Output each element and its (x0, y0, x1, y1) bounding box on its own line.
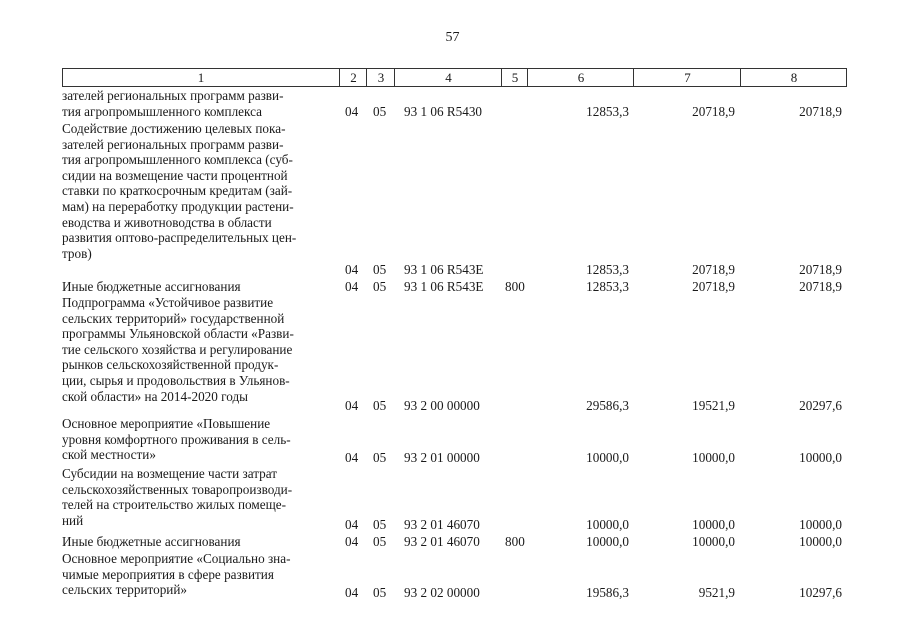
row-section: 04 (345, 585, 359, 600)
row-amount-6: 12853,3 (586, 262, 629, 277)
row-description: Основное мероприятие «Повышение уровня комфортного проживания в сель- ской местности» (62, 416, 291, 463)
row-subsection: 05 (373, 262, 387, 277)
row-target-code: 93 2 01 46070 (404, 517, 480, 532)
row-subsection: 05 (373, 104, 387, 119)
row-section: 04 (345, 279, 359, 294)
row-section: 04 (345, 262, 359, 277)
row-amount-8: 10000,0 (799, 534, 842, 549)
header-col-2: 2 (339, 69, 367, 86)
row-description: зателей региональных программ разви- тия агропромышленного комплекса (62, 88, 284, 119)
row-amount-7: 20718,9 (692, 279, 735, 294)
row-description: Иные бюджетные ассигнования (62, 534, 241, 549)
row-section: 04 (345, 534, 359, 549)
row-amount-8: 20297,6 (799, 398, 842, 413)
row-subsection: 05 (373, 450, 387, 465)
row-subsection: 05 (373, 517, 387, 532)
row-amount-6: 29586,3 (586, 398, 629, 413)
row-amount-7: 10000,0 (692, 517, 735, 532)
row-subsection: 05 (373, 398, 387, 413)
header-col-1: 1 (197, 70, 205, 85)
header-col-6: 6 (527, 69, 634, 86)
header-col-4: 4 (394, 69, 502, 86)
header-col-3: 3 (366, 69, 395, 86)
row-amount-6: 10000,0 (586, 517, 629, 532)
row-target-code: 93 1 06 R543E (404, 279, 484, 294)
table-header (62, 68, 847, 87)
row-subsection: 05 (373, 279, 387, 294)
row-description: Основное мероприятие «Социально зна- чимые мероприятия в сфере развития сельских территорий» (62, 551, 291, 598)
header-col-5: 5 (501, 69, 528, 86)
row-description: Субсидии на возмещение части затрат сельскохозяйственных товаропроизводи- телей на строительство жилых помеще- ний (62, 466, 293, 528)
row-amount-7: 9521,9 (698, 585, 735, 600)
header-col-8: 8 (740, 69, 847, 86)
row-description: Содействие достижению целевых пока- зателей региональных программ разви- тия агропромышленного комплекса (суб- сидии на возмещение части процентной ставки по краткосрочным кредитам (зай- мам) на переработку продукции растени- еводства и животноводства в области развития оптово-распределительных цен- тров) (62, 121, 297, 261)
row-subsection: 05 (373, 534, 387, 549)
row-target-code: 93 1 06 R5430 (404, 104, 483, 119)
row-description: Иные бюджетные ассигнования (62, 279, 241, 294)
row-amount-6: 10000,0 (586, 534, 629, 549)
row-amount-7: 19521,9 (692, 398, 735, 413)
row-target-code: 93 2 01 46070 (404, 534, 480, 549)
row-target-code: 93 1 06 R543E (404, 262, 484, 277)
row-target-code: 93 2 01 00000 (404, 450, 480, 465)
row-amount-7: 10000,0 (692, 450, 735, 465)
row-target-code: 93 2 02 00000 (404, 585, 480, 600)
row-section: 04 (345, 517, 359, 532)
row-amount-8: 10297,6 (799, 585, 842, 600)
row-amount-8: 10000,0 (799, 450, 842, 465)
row-target-code: 93 2 00 00000 (404, 398, 480, 413)
row-amount-6: 10000,0 (586, 450, 629, 465)
row-amount-8: 10000,0 (799, 517, 842, 532)
row-section: 04 (345, 398, 359, 413)
row-expense-type: 800 (505, 279, 525, 294)
row-section: 04 (345, 104, 359, 119)
row-subsection: 05 (373, 585, 387, 600)
row-amount-8: 20718,9 (799, 104, 842, 119)
row-section: 04 (345, 450, 359, 465)
row-expense-type: 800 (505, 534, 525, 549)
row-amount-7: 10000,0 (692, 534, 735, 549)
page-number: 57 (445, 30, 460, 45)
row-amount-7: 20718,9 (692, 104, 735, 119)
row-amount-7: 20718,9 (692, 262, 735, 277)
row-amount-6: 19586,3 (586, 585, 629, 600)
row-description: Подпрограмма «Устойчивое развитие сельских территорий» государственной программы Ульяновской области «Разви- тие сельского хозяйства и регулирование рынков сельскохозяйственной продук- ции, сырья и продовольствия в Ульянов- ской области» на 2014-2020 годы (62, 295, 294, 404)
header-col-7: 7 (633, 69, 741, 86)
row-amount-8: 20718,9 (799, 279, 842, 294)
row-amount-8: 20718,9 (799, 262, 842, 277)
row-amount-6: 12853,3 (586, 279, 629, 294)
row-amount-6: 12853,3 (586, 104, 629, 119)
